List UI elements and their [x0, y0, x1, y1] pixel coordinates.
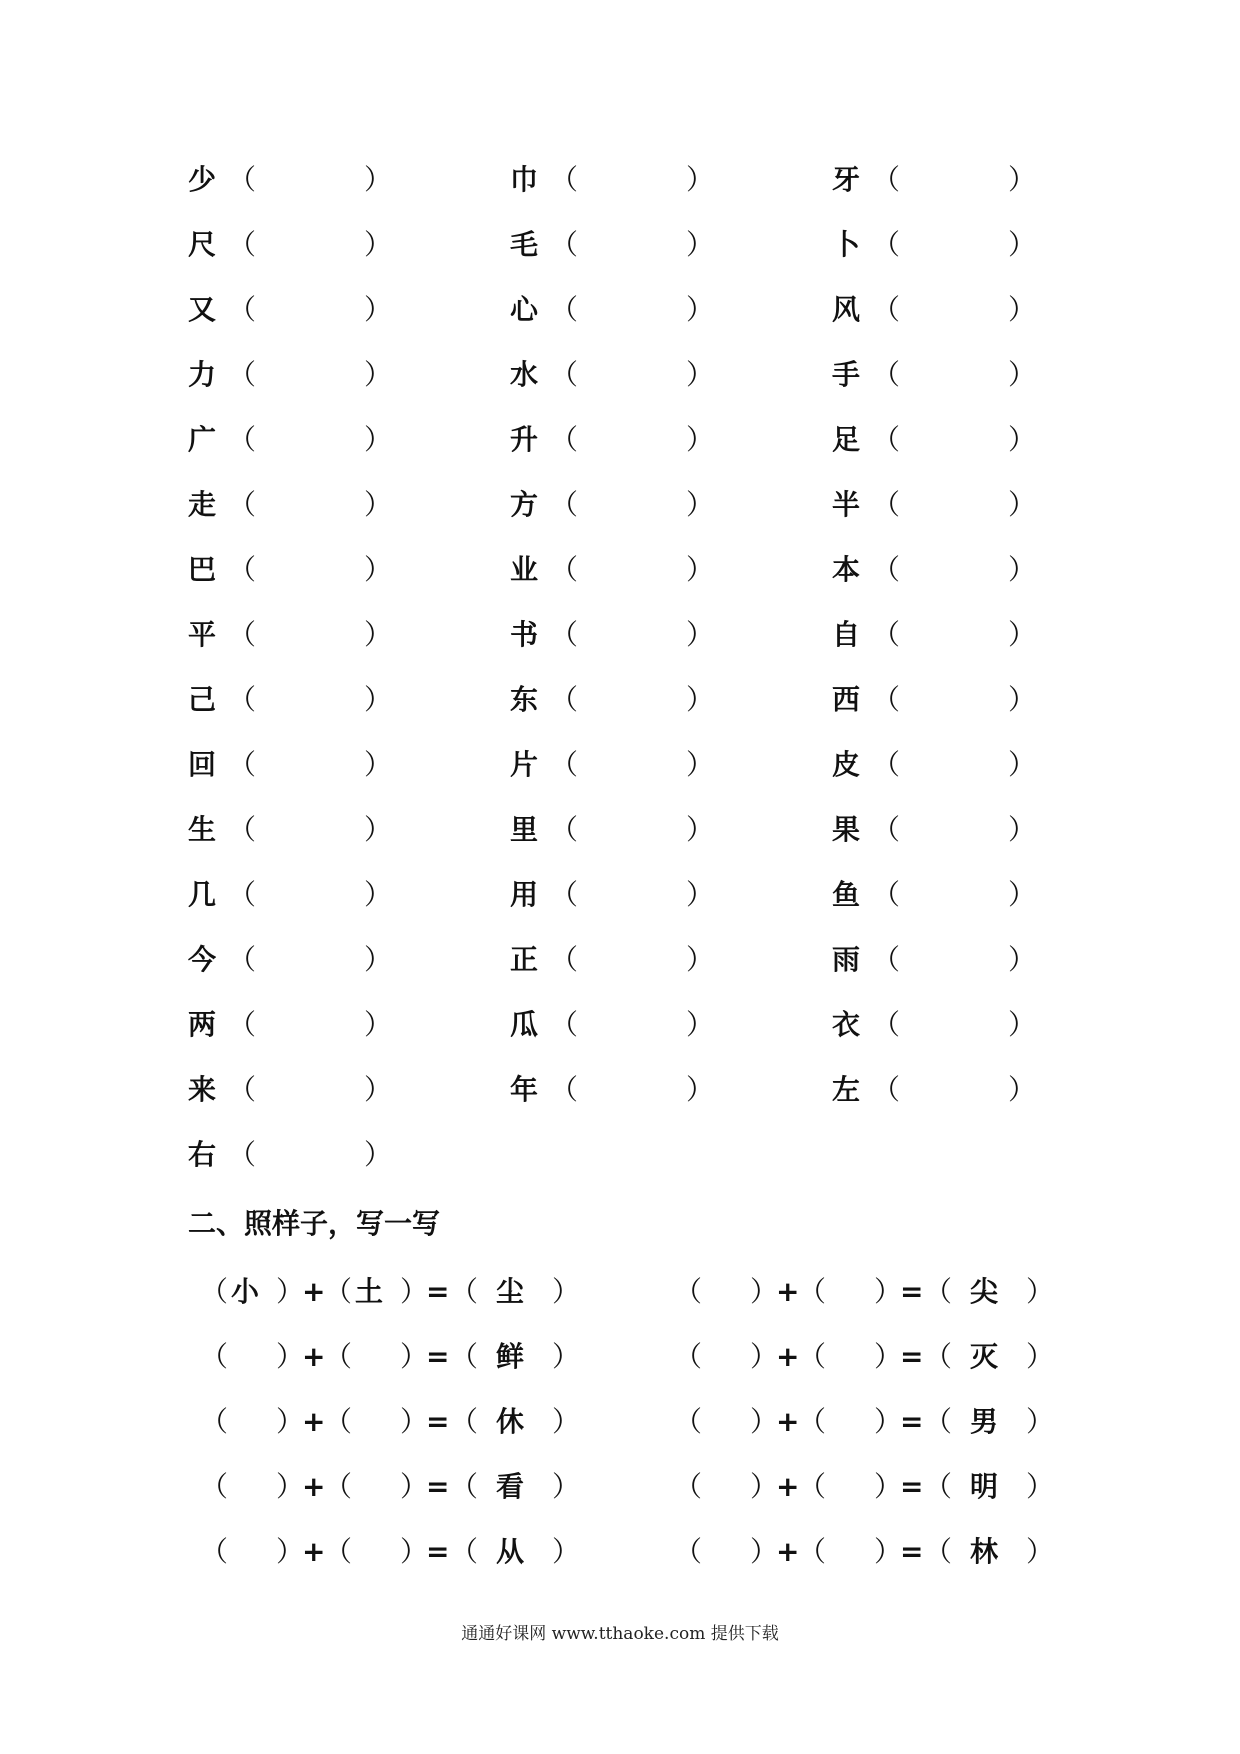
close-paren: ）	[750, 1405, 779, 1438]
component-b: 土	[354, 1275, 383, 1308]
character: 尺	[188, 228, 217, 261]
open-paren: （	[200, 1275, 229, 1308]
close-paren: ）	[364, 228, 393, 261]
open-paren: （	[924, 1405, 953, 1438]
equals-sign: =	[426, 1275, 450, 1308]
open-paren: （	[550, 358, 579, 391]
open-paren: （	[228, 293, 257, 326]
close-paren: ）	[364, 358, 393, 391]
open-paren: （	[450, 1470, 479, 1503]
character: 用	[510, 878, 539, 911]
close-paren: ）	[1008, 813, 1037, 846]
equals-sign: =	[900, 1470, 924, 1503]
plus-sign: +	[302, 1340, 326, 1373]
open-paren: （	[798, 1405, 827, 1438]
character: 自	[832, 618, 861, 651]
grid-row	[188, 550, 1068, 615]
plus-sign: +	[776, 1340, 800, 1373]
close-paren: ）	[552, 1405, 581, 1438]
plus-sign: +	[302, 1275, 326, 1308]
result-character: 尖	[969, 1275, 998, 1308]
close-paren: ）	[552, 1535, 581, 1568]
equation-row	[200, 1532, 1080, 1597]
open-paren: （	[550, 1073, 579, 1106]
close-paren: ）	[400, 1535, 429, 1568]
close-paren: ）	[686, 748, 715, 781]
open-paren: （	[324, 1470, 353, 1503]
close-paren: ）	[276, 1470, 305, 1503]
character: 足	[832, 423, 861, 456]
open-paren: （	[872, 618, 901, 651]
character: 今	[188, 943, 217, 976]
close-paren: ）	[400, 1470, 429, 1503]
close-paren: ）	[400, 1405, 429, 1438]
open-paren: （	[228, 618, 257, 651]
character: 心	[510, 293, 539, 326]
equals-sign: =	[900, 1340, 924, 1373]
close-paren: ）	[874, 1405, 903, 1438]
character: 鱼	[832, 878, 861, 911]
open-paren: （	[228, 813, 257, 846]
close-paren: ）	[874, 1340, 903, 1373]
character: 水	[510, 358, 539, 391]
grid-row	[188, 615, 1068, 680]
open-paren: （	[872, 163, 901, 196]
close-paren: ）	[1008, 1073, 1037, 1106]
open-paren: （	[798, 1275, 827, 1308]
section-title: 二、照样子，写一写	[188, 1207, 441, 1240]
close-paren: ）	[874, 1470, 903, 1503]
character: 回	[188, 748, 217, 781]
equals-sign: =	[900, 1535, 924, 1568]
open-paren: （	[550, 813, 579, 846]
character: 少	[188, 163, 217, 196]
grid-row	[188, 355, 1068, 420]
close-paren: ）	[874, 1275, 903, 1308]
close-paren: ）	[686, 618, 715, 651]
result-character: 灭	[969, 1340, 998, 1373]
equation-row	[200, 1402, 1080, 1467]
close-paren: ）	[1008, 488, 1037, 521]
open-paren: （	[872, 878, 901, 911]
result-character: 尘	[495, 1275, 524, 1308]
open-paren: （	[324, 1405, 353, 1438]
close-paren: ）	[686, 1008, 715, 1041]
close-paren: ）	[276, 1340, 305, 1373]
character: 片	[510, 748, 539, 781]
plus-sign: +	[776, 1535, 800, 1568]
close-paren: ）	[552, 1340, 581, 1373]
open-paren: （	[228, 228, 257, 261]
open-paren: （	[674, 1405, 703, 1438]
character: 己	[188, 683, 217, 716]
grid-row	[188, 485, 1068, 550]
result-character: 看	[495, 1470, 524, 1503]
close-paren: ）	[1026, 1405, 1055, 1438]
result-character: 林	[969, 1535, 998, 1568]
character: 里	[510, 813, 539, 846]
close-paren: ）	[1008, 618, 1037, 651]
open-paren: （	[228, 488, 257, 521]
open-paren: （	[872, 228, 901, 261]
open-paren: （	[550, 943, 579, 976]
character: 巾	[510, 163, 539, 196]
character: 几	[188, 878, 217, 911]
close-paren: ）	[364, 488, 393, 521]
close-paren: ）	[276, 1275, 305, 1308]
character: 业	[510, 553, 539, 586]
result-character: 男	[969, 1405, 998, 1438]
open-paren: （	[674, 1470, 703, 1503]
open-paren: （	[872, 683, 901, 716]
close-paren: ）	[686, 943, 715, 976]
close-paren: ）	[364, 553, 393, 586]
open-paren: （	[550, 228, 579, 261]
character: 本	[832, 553, 861, 586]
close-paren: ）	[1026, 1535, 1055, 1568]
open-paren: （	[324, 1275, 353, 1308]
character: 来	[188, 1073, 217, 1106]
close-paren: ）	[276, 1535, 305, 1568]
close-paren: ）	[750, 1535, 779, 1568]
close-paren: ）	[364, 878, 393, 911]
open-paren: （	[228, 1008, 257, 1041]
open-paren: （	[228, 683, 257, 716]
open-paren: （	[228, 943, 257, 976]
grid-row	[188, 1070, 1068, 1135]
close-paren: ）	[364, 1138, 393, 1171]
equation-row	[200, 1272, 1080, 1337]
open-paren: （	[550, 553, 579, 586]
equation-block	[200, 1272, 1080, 1597]
open-paren: （	[200, 1340, 229, 1373]
close-paren: ）	[686, 1073, 715, 1106]
grid-row	[188, 1005, 1068, 1070]
open-paren: （	[798, 1535, 827, 1568]
character: 西	[832, 683, 861, 716]
result-character: 鲜	[495, 1340, 524, 1373]
equation-row	[200, 1337, 1080, 1402]
character: 风	[832, 293, 861, 326]
close-paren: ）	[1026, 1340, 1055, 1373]
open-paren: （	[200, 1535, 229, 1568]
close-paren: ）	[686, 293, 715, 326]
open-paren: （	[228, 423, 257, 456]
grid-row	[188, 810, 1068, 875]
close-paren: ）	[364, 943, 393, 976]
character: 又	[188, 293, 217, 326]
character: 升	[510, 423, 539, 456]
grid-row	[188, 420, 1068, 485]
close-paren: ）	[364, 1008, 393, 1041]
open-paren: （	[872, 813, 901, 846]
open-paren: （	[324, 1340, 353, 1373]
character: 两	[188, 1008, 217, 1041]
close-paren: ）	[686, 488, 715, 521]
close-paren: ）	[686, 163, 715, 196]
open-paren: （	[450, 1405, 479, 1438]
open-paren: （	[674, 1535, 703, 1568]
open-paren: （	[228, 1073, 257, 1106]
character: 生	[188, 813, 217, 846]
component-a: 小	[230, 1275, 259, 1308]
character: 东	[510, 683, 539, 716]
close-paren: ）	[1008, 943, 1037, 976]
close-paren: ）	[686, 228, 715, 261]
grid-row	[188, 1135, 1068, 1200]
close-paren: ）	[1008, 1008, 1037, 1041]
open-paren: （	[872, 553, 901, 586]
equals-sign: =	[426, 1405, 450, 1438]
close-paren: ）	[552, 1275, 581, 1308]
close-paren: ）	[364, 1073, 393, 1106]
close-paren: ）	[1026, 1470, 1055, 1503]
character: 正	[510, 943, 539, 976]
character: 年	[510, 1073, 539, 1106]
character: 衣	[832, 1008, 861, 1041]
open-paren: （	[924, 1275, 953, 1308]
close-paren: ）	[1008, 358, 1037, 391]
character: 左	[832, 1073, 861, 1106]
open-paren: （	[228, 358, 257, 391]
character: 皮	[832, 748, 861, 781]
plus-sign: +	[302, 1535, 326, 1568]
close-paren: ）	[1008, 878, 1037, 911]
close-paren: ）	[364, 683, 393, 716]
plus-sign: +	[302, 1470, 326, 1503]
close-paren: ）	[400, 1275, 429, 1308]
equals-sign: =	[900, 1405, 924, 1438]
character: 力	[188, 358, 217, 391]
character: 牙	[832, 163, 861, 196]
close-paren: ）	[364, 163, 393, 196]
close-paren: ）	[750, 1275, 779, 1308]
character: 书	[510, 618, 539, 651]
result-character: 从	[495, 1535, 524, 1568]
close-paren: ）	[686, 813, 715, 846]
open-paren: （	[228, 553, 257, 586]
close-paren: ）	[552, 1470, 581, 1503]
close-paren: ）	[1008, 163, 1037, 196]
close-paren: ）	[686, 423, 715, 456]
open-paren: （	[798, 1470, 827, 1503]
open-paren: （	[550, 878, 579, 911]
close-paren: ）	[686, 683, 715, 716]
open-paren: （	[872, 748, 901, 781]
open-paren: （	[550, 163, 579, 196]
character: 平	[188, 618, 217, 651]
close-paren: ）	[364, 813, 393, 846]
close-paren: ）	[364, 748, 393, 781]
result-character: 明	[969, 1470, 998, 1503]
plus-sign: +	[302, 1405, 326, 1438]
grid-row	[188, 290, 1068, 355]
character: 手	[832, 358, 861, 391]
open-paren: （	[674, 1340, 703, 1373]
character: 果	[832, 813, 861, 846]
result-character: 休	[495, 1405, 524, 1438]
character-grid	[188, 160, 1068, 1200]
open-paren: （	[872, 293, 901, 326]
close-paren: ）	[874, 1535, 903, 1568]
open-paren: （	[550, 1008, 579, 1041]
open-paren: （	[324, 1535, 353, 1568]
character: 瓜	[510, 1008, 539, 1041]
close-paren: ）	[750, 1340, 779, 1373]
equals-sign: =	[900, 1275, 924, 1308]
character: 雨	[832, 943, 861, 976]
close-paren: ）	[1026, 1275, 1055, 1308]
open-paren: （	[228, 748, 257, 781]
open-paren: （	[228, 163, 257, 196]
character: 广	[188, 423, 217, 456]
close-paren: ）	[750, 1470, 779, 1503]
close-paren: ）	[686, 878, 715, 911]
close-paren: ）	[364, 293, 393, 326]
grid-row	[188, 940, 1068, 1005]
grid-row	[188, 875, 1068, 940]
close-paren: ）	[1008, 553, 1037, 586]
character: 走	[188, 488, 217, 521]
open-paren: （	[550, 423, 579, 456]
open-paren: （	[872, 358, 901, 391]
footer-text: 通通好课网 www.tthaoke.com 提供下载	[461, 1624, 779, 1644]
close-paren: ）	[1008, 683, 1037, 716]
close-paren: ）	[1008, 293, 1037, 326]
character: 毛	[510, 228, 539, 261]
plus-sign: +	[776, 1470, 800, 1503]
open-paren: （	[550, 683, 579, 716]
open-paren: （	[550, 488, 579, 521]
open-paren: （	[550, 293, 579, 326]
grid-row	[188, 680, 1068, 745]
open-paren: （	[550, 618, 579, 651]
close-paren: ）	[364, 423, 393, 456]
open-paren: （	[924, 1340, 953, 1373]
open-paren: （	[200, 1470, 229, 1503]
open-paren: （	[450, 1275, 479, 1308]
open-paren: （	[924, 1470, 953, 1503]
close-paren: ）	[686, 553, 715, 586]
open-paren: （	[550, 748, 579, 781]
equals-sign: =	[426, 1340, 450, 1373]
close-paren: ）	[276, 1405, 305, 1438]
plus-sign: +	[776, 1405, 800, 1438]
open-paren: （	[872, 1008, 901, 1041]
open-paren: （	[872, 943, 901, 976]
grid-row	[188, 745, 1068, 810]
open-paren: （	[924, 1535, 953, 1568]
grid-row	[188, 225, 1068, 290]
open-paren: （	[450, 1340, 479, 1373]
character: 半	[832, 488, 861, 521]
character: 右	[188, 1138, 217, 1171]
grid-row	[188, 160, 1068, 225]
character: 卜	[832, 228, 861, 261]
open-paren: （	[872, 488, 901, 521]
open-paren: （	[228, 878, 257, 911]
open-paren: （	[450, 1535, 479, 1568]
open-paren: （	[798, 1340, 827, 1373]
close-paren: ）	[364, 618, 393, 651]
close-paren: ）	[1008, 748, 1037, 781]
plus-sign: +	[776, 1275, 800, 1308]
equals-sign: =	[426, 1470, 450, 1503]
equation-row	[200, 1467, 1080, 1532]
equals-sign: =	[426, 1535, 450, 1568]
character: 方	[510, 488, 539, 521]
close-paren: ）	[1008, 423, 1037, 456]
close-paren: ）	[400, 1340, 429, 1373]
close-paren: ）	[1008, 228, 1037, 261]
open-paren: （	[674, 1275, 703, 1308]
open-paren: （	[200, 1405, 229, 1438]
character: 巴	[188, 553, 217, 586]
close-paren: ）	[686, 358, 715, 391]
open-paren: （	[872, 423, 901, 456]
open-paren: （	[872, 1073, 901, 1106]
open-paren: （	[228, 1138, 257, 1171]
